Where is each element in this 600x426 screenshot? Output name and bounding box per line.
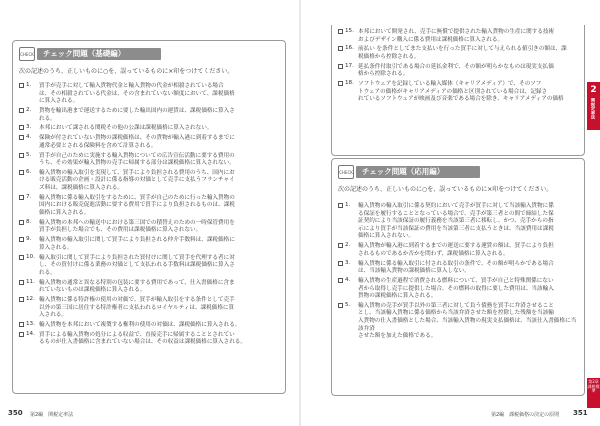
- question-item: [338, 203, 580, 241]
- answer-checkbox[interactable]: [338, 203, 343, 208]
- question-number: 15.: [345, 28, 354, 34]
- question-number: 5.: [26, 151, 32, 158]
- question-number: 2.: [345, 242, 351, 249]
- question-item: [19, 322, 281, 330]
- answer-checkbox[interactable]: [338, 81, 343, 86]
- question-number: 10.: [26, 253, 35, 260]
- page-number: 350: [8, 409, 23, 417]
- answer-checkbox[interactable]: [19, 108, 24, 113]
- question-item: [338, 243, 580, 258]
- answer-checkbox[interactable]: [338, 64, 343, 69]
- question-number: 6.: [26, 168, 32, 175]
- question-number: 14.: [26, 330, 35, 337]
- answer-checkbox[interactable]: [338, 303, 343, 308]
- question-item: [19, 332, 281, 347]
- page-number: 351: [573, 409, 588, 417]
- question-text: 本邦において課される関税その他の公課は課税価格に算入されない。: [39, 125, 213, 132]
- chapter-label: 第2編 課税価格の決定の原則: [491, 412, 560, 418]
- question-item: [338, 81, 580, 104]
- question-text: 延払条件付取引である場合の延払金利で、その額が明らかなものは現実支払価 格から控除される。: [358, 63, 554, 78]
- question-text: 貨物を輸出港まで運送するために要した輸出国内の運賃は、課税価格に算入さ れる。: [39, 107, 235, 122]
- question-text: 輸入貨物の輸入取引を実現して、買手により負担される費用のうち、国内にお ける販売活動の企画・設計に係る指導の対価として売手に支払うフランチャイ ズ料は、課税価格に算入される。: [39, 169, 235, 192]
- question-text: 輸入貨物の通常と異なる特別の包装に要する費用であって、仕入書価格に含ま れていないものは課税価格に算入される。: [39, 279, 235, 294]
- question-text: 輸入貨物の本邦への輸送中における第三国での積替えのための一時保管費用を 買手が負担した場合でも、その費用は課税価格に算入されない。: [39, 219, 235, 234]
- answer-checkbox[interactable]: [338, 261, 343, 266]
- question-number: 11.: [26, 278, 35, 285]
- tab-number: 2: [590, 85, 597, 95]
- answer-checkbox[interactable]: [338, 243, 343, 248]
- question-item: [19, 153, 281, 168]
- question-text: 輸入貨物に係る特許権の使用の対価で、買手が輸入取引をする条件として売手 以外の第三国に居住する特許権者に支払われるロイヤルティは、課税価格に算 入される。: [39, 296, 235, 319]
- question-text: 輸入貨物の売手が買手以外の第三者に対して負う債務を買手に弁済させること とし、当該輸入貨物に係る価格から当該弁済させた額を控除した残額を当該輸 入貨物の仕入書価格とした場合、当該輸入貨物の現実支払価格は、当該仕入書価格に当該弁済 させた額を加えた価格である。: [358, 302, 577, 340]
- question-number: 2.: [26, 106, 32, 113]
- question-text: 買手による輸入貨物の処分による収益で、直接売手に帰属することとされてい るものが仕入書価格に含まれていない場合は、その収益は課税価格に算入される。: [39, 331, 246, 346]
- question-number: 7.: [26, 193, 32, 200]
- answer-checkbox[interactable]: [19, 83, 24, 88]
- answer-checkbox[interactable]: [338, 29, 343, 34]
- question-list: [338, 203, 580, 343]
- question-item: [19, 220, 281, 235]
- question-number: 17.: [345, 62, 354, 69]
- question-number: 16.: [345, 45, 354, 52]
- section-tab: 第2章 課税標準: [587, 378, 600, 408]
- answer-checkbox[interactable]: [338, 278, 343, 283]
- left-page: [0, 0, 299, 426]
- question-item: [338, 278, 580, 301]
- question-item: [19, 237, 281, 252]
- question-number: 1.: [26, 82, 32, 88]
- question-item: [338, 64, 580, 79]
- check-icon: CHECK: [19, 47, 35, 61]
- question-text: 輸入貨物の輸入取引に関して買手により負担される仲介手数料は、課税価格に 算入される。: [39, 237, 235, 251]
- question-number: 8.: [26, 218, 32, 225]
- answer-checkbox[interactable]: [19, 135, 24, 140]
- question-item: [338, 29, 580, 44]
- question-number: 9.: [26, 236, 32, 243]
- question-text: 輸入貨物の生産過程で消費される燃料について、買手が自己と特殊関係にない 者から取得し売手に提供した場合、その燃料の取得に要した費用は、当該輸入 貨物の課税価格に算入される。: [358, 277, 554, 300]
- question-text: 前払い を条件としてまた支払いを行った買手に対して与えられる値引きの額は、課 税価格から控除される。: [358, 46, 567, 60]
- continued-check-box: [331, 25, 585, 156]
- answer-checkbox[interactable]: [19, 297, 24, 302]
- question-number: 3.: [345, 259, 351, 266]
- question-item: [19, 195, 281, 218]
- answer-checkbox[interactable]: [19, 280, 24, 285]
- question-number: 13.: [26, 320, 35, 327]
- question-text: 買手が売手に対して輸入貨物代金と輸入貨物の代金が相殺されている場合 は、その相殺されている代金は、その含まれていない額度において、課税価格 に算入される。: [39, 83, 235, 105]
- question-item: [338, 261, 580, 276]
- question-number: 3.: [26, 124, 32, 131]
- answer-checkbox[interactable]: [19, 255, 24, 260]
- question-text: ソフトウェアを記録している輸入媒体（キャリアメディア）で、そのソフ トウェアの価格がキャリアメディアの価格と区別されている場合は、記録さ れているソフトウェアが映画及び音楽である場合を除き、キャリアメディアの価格: [358, 81, 564, 103]
- answer-checkbox[interactable]: [19, 322, 24, 327]
- instruction: 次の記述のうち、正しいものに○を、誤っているものに×印をつけてください。: [338, 186, 553, 193]
- question-item: [19, 135, 281, 150]
- question-text: 輸入貨物に係る輸入取引に付される取引の条件で、その額が明らかである場合 は、当該輸入貨物の課税価格に算入しない。: [358, 260, 554, 275]
- question-item: [338, 303, 580, 341]
- question-number: 12.: [26, 295, 35, 302]
- advanced-check-box: [331, 158, 585, 396]
- answer-checkbox[interactable]: [19, 170, 24, 175]
- question-item: [19, 297, 281, 320]
- question-item: [19, 83, 281, 106]
- question-text: 買手が自己のために実施する輸入貨物についての広告宣伝活動に要する費用の うち、その効果が輸入貨物の売手に帰属する部分は課税価格に算入されない。: [39, 152, 235, 167]
- question-text: 輸入貨物が輸入港に到着するまでの運送に要する運賃の額は、買手により負担 されるものであるか否かを問わず、課税価格に算入される。: [358, 243, 554, 257]
- box-header: [338, 165, 480, 179]
- check-icon: CHECK: [338, 165, 354, 179]
- question-text: 本邦において開発され、売手に無償で提供された輸入貨物の生産に関する技術 およびデザイン購入に係る費用は課税価格に算入される。: [358, 29, 555, 43]
- question-list: [19, 83, 281, 349]
- box-title: チェック問題（応用編）: [356, 166, 480, 178]
- right-page: [301, 0, 600, 426]
- question-item: [19, 125, 281, 133]
- chapter-tab: [587, 82, 600, 130]
- question-text: 輸入貨物を本邦において複製する権利の使用の対価は、課税価格に算入される。: [39, 321, 241, 328]
- tab-label: 関税定率法: [591, 98, 596, 119]
- question-number: 4.: [345, 276, 351, 283]
- question-text: 輸入貨物に係る輸入取引をするために、買手が自己のために行った輸入貨物の 国内における販売促進活動に要する費用で買手により負担されるものは、課税 価格に算入される。: [39, 194, 235, 217]
- box-title: チェック問題（基礎編）: [37, 48, 161, 60]
- question-item: [338, 46, 580, 61]
- answer-checkbox[interactable]: [19, 195, 24, 200]
- question-number: 4.: [26, 134, 32, 141]
- question-text: 保険が付されていない貨物の課税価格は、その貨物が輸入港に到着するまでに 通常必要とされる保険料を含めて計算される。: [39, 135, 235, 149]
- question-item: [19, 280, 281, 295]
- answer-checkbox[interactable]: [19, 153, 24, 158]
- answer-checkbox[interactable]: [19, 237, 24, 242]
- question-number: 5.: [345, 301, 351, 308]
- question-list-continued: [338, 29, 580, 106]
- question-text: 輸入取引に関して買手により負担された買付けに関して買手を代理する者に対 し、その買付けに係る業務の対価として支払われる手数料は課税価格に算入さ れる。: [39, 254, 235, 276]
- basic-check-box: [12, 40, 286, 394]
- answer-checkbox[interactable]: [338, 46, 343, 51]
- question-item: [19, 108, 281, 123]
- answer-checkbox[interactable]: [19, 220, 24, 225]
- question-number: 1.: [345, 202, 351, 208]
- question-number: 18.: [345, 80, 354, 87]
- question-text: 輸入貨物の輸入取引に係る契約において売手が買手に対して当該輸入貨物に係 る保証を履行することとなっている場合で、売手が第三者との間で締結した保 証契約により当該保証の履行義務を当該第三者に移転し、かつ、売手からの指 示により買手が当該保証の費用を当該第三者に支払うときは、当該費用は課税 価格に算入されない。: [358, 203, 554, 240]
- box-header: [19, 47, 161, 61]
- instruction: 次の記述のうち、正しいものに○を、誤っているものに×印をつけてください。: [19, 68, 234, 75]
- answer-checkbox[interactable]: [19, 332, 24, 337]
- answer-checkbox[interactable]: [19, 125, 24, 130]
- question-item: [19, 170, 281, 193]
- question-item: [19, 255, 281, 278]
- chapter-label: 第2編 関税定率法: [30, 412, 74, 418]
